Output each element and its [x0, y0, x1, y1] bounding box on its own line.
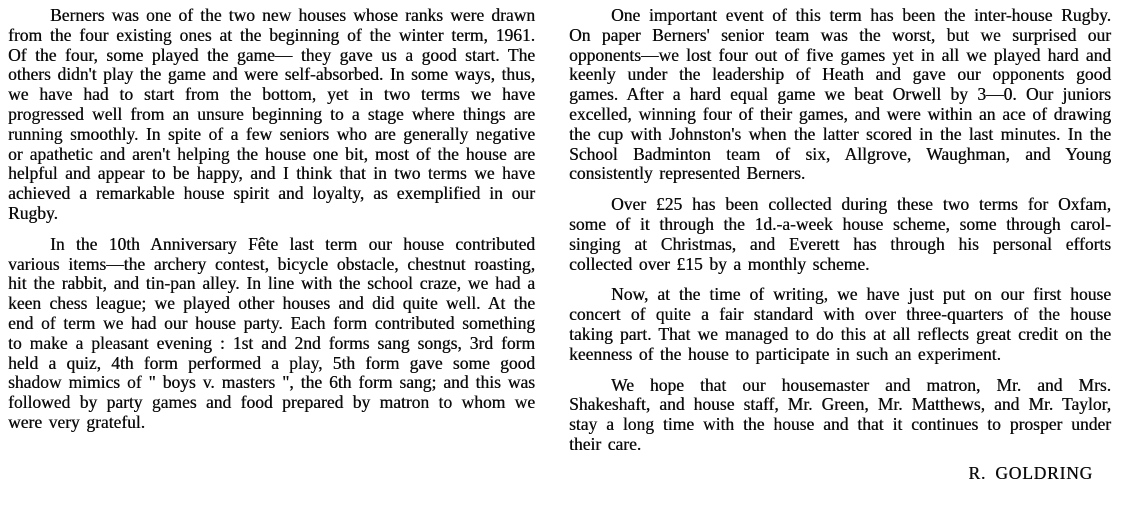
paragraph-berners-intro: Berners was one of the two new houses whose ranks were drawn from the four existing ones at the beginning of the winter term, 1961. Of the four, some played the game— they gave us a good start. The others didn't play the game and were self-absorbed. In some ways, thus, we have had to start from the bottom, yet in two terms we have progressed well from an unsure beginning to a stage where things are running smoothly. In spite of a few seniors who are generally negative or apathetic and aren't helping the house one bit, most of the house are helpful and appear to be happy, and I think that in two terms we have achieved a remarkable house spirit and loyalty, as exemplified in our Rugby.: [8, 5, 535, 223]
author-signature: R. GOLDRING: [968, 462, 1093, 483]
two-column-text-layout: [8, 6, 1111, 484]
paragraph-housemaster-thanks: We hope that our housemaster and matron, Mr. and Mrs. Shakeshaft, and house staff, Mr. Green, Mr. Matthews, and Mr. Taylor, stay a long time with the house and that it continues to prosper under their care.: [569, 374, 1111, 454]
paragraph-anniversary-fete: In the 10th Anniversary Fête last term our house contributed various items—the archery contest, bicycle obstacle, chestnut roasting, hit the rabbit, and tin-pan alley. In line with the school craze, we had a keen chess league; we played other houses and did quite well. At the end of term we had our house party. Each form contributed something to make a pleasant evening : 1st and 2nd forms sang songs, 3rd form held a quiz, 4th form performed a play, 5th form gave some good shadow mimics of " boys v. masters ", the 6th form sang; and this was followed by party games and food prepared by matron to whom we were very grateful.: [8, 233, 535, 432]
left-column: [8, 6, 535, 433]
paragraph-oxfam-collection: Over £25 has been collected during these two terms for Oxfam, some of it through the 1d.-a-week house scheme, some through carol-singing at Christmas, and Everett has through his personal efforts collected over £15 by a monthly scheme.: [569, 194, 1111, 274]
paragraph-house-concert: Now, at the time of writing, we have just put on our first house concert of quite a fair standard with over three-quarters of the house taking part. That we managed to do this at all reflects great credit on the keenness of the house to participate in such an experiment.: [569, 284, 1111, 364]
right-column: [569, 6, 1111, 484]
paragraph-interhouse-rugby: One important event of this term has been the inter-house Rugby. On paper Berners' senior team was the worst, but we surprised our opponents—we lost four out of five games yet in all we played hard and keenly under the leadership of Heath and gave our opponents good games. After a hard equal game we beat Orwell by 3—0. Our juniors excelled, winning four of their games, and were within an ace of drawing the cup with Johnston's when the latter scored in the last minutes. In the School Badminton team of six, Allgrove, Waughman, and Young consistently represented Berners.: [569, 5, 1111, 184]
